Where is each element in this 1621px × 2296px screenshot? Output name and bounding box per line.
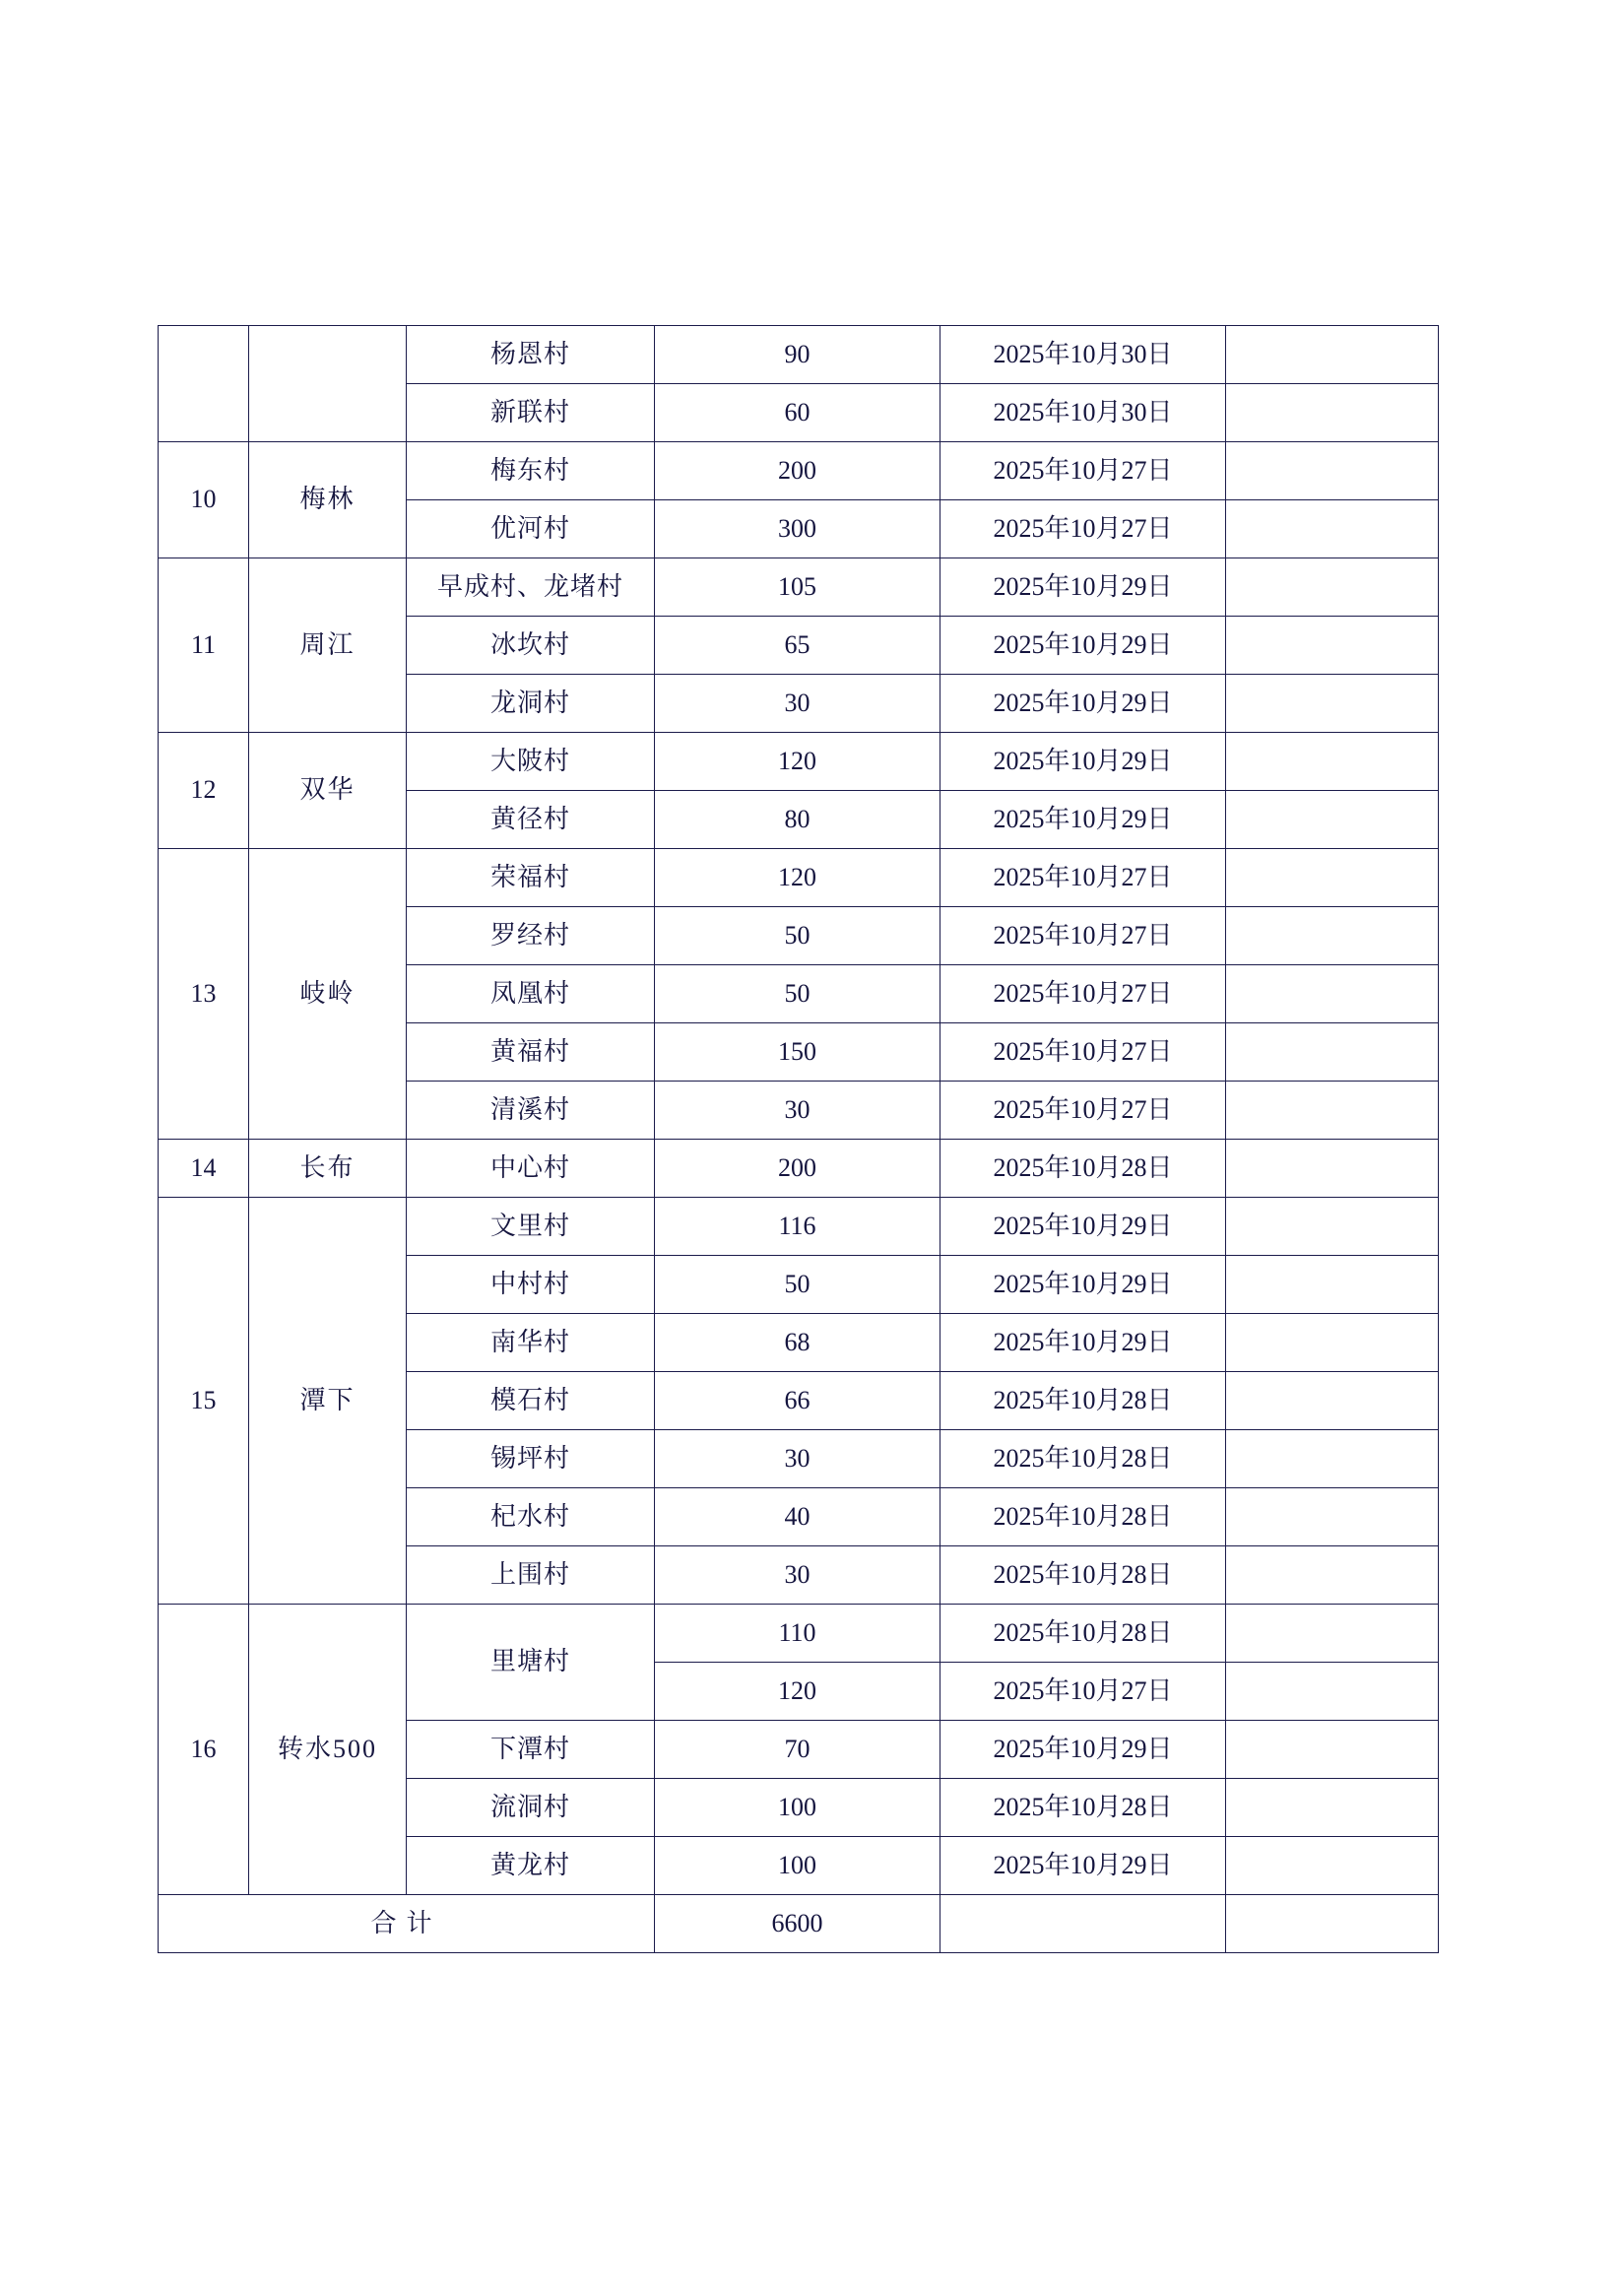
village-quota-table [158, 325, 1439, 1953]
table-row [159, 733, 1439, 791]
cell-quantity: 66 [655, 1372, 940, 1430]
table-row [159, 1140, 1439, 1198]
cell-date: 2025年10月27日 [940, 1023, 1226, 1082]
cell-note [1226, 500, 1439, 558]
cell-quantity: 200 [655, 1140, 940, 1198]
cell-village: 文里村 [407, 1198, 655, 1256]
cell-quantity: 120 [655, 1663, 940, 1721]
cell-village: 黄福村 [407, 1023, 655, 1082]
cell-date: 2025年10月29日 [940, 617, 1226, 675]
cell-quantity: 30 [655, 1082, 940, 1140]
cell-note [1226, 791, 1439, 849]
cell-note [1226, 384, 1439, 442]
cell-town: 转水500 [249, 1605, 407, 1895]
cell-date: 2025年10月29日 [940, 558, 1226, 617]
cell-village: 新联村 [407, 384, 655, 442]
cell-town: 潭下 [249, 1198, 407, 1605]
total-label: 合计 [159, 1895, 655, 1953]
cell-quantity: 65 [655, 617, 940, 675]
cell-index: 14 [159, 1140, 249, 1198]
cell-index [159, 326, 249, 442]
cell-index: 12 [159, 733, 249, 849]
cell-date: 2025年10月29日 [940, 1314, 1226, 1372]
cell-date: 2025年10月27日 [940, 1663, 1226, 1721]
village-quota-table-wrapper [158, 325, 1438, 1953]
cell-note [1226, 1372, 1439, 1430]
cell-note [1226, 1605, 1439, 1663]
total-note [1226, 1895, 1439, 1953]
cell-index: 15 [159, 1198, 249, 1605]
cell-date: 2025年10月28日 [940, 1546, 1226, 1605]
cell-village: 早成村、龙堵村 [407, 558, 655, 617]
cell-date: 2025年10月27日 [940, 1082, 1226, 1140]
cell-quantity: 30 [655, 1430, 940, 1488]
cell-town: 周江 [249, 558, 407, 733]
cell-quantity: 50 [655, 907, 940, 965]
cell-village: 大陂村 [407, 733, 655, 791]
cell-date: 2025年10月27日 [940, 907, 1226, 965]
cell-quantity: 40 [655, 1488, 940, 1546]
cell-quantity: 105 [655, 558, 940, 617]
cell-quantity: 200 [655, 442, 940, 500]
cell-village: 黄龙村 [407, 1837, 655, 1895]
cell-village: 模石村 [407, 1372, 655, 1430]
cell-town: 梅林 [249, 442, 407, 558]
cell-index: 10 [159, 442, 249, 558]
cell-quantity: 50 [655, 965, 940, 1023]
cell-village: 龙洞村 [407, 675, 655, 733]
cell-quantity: 300 [655, 500, 940, 558]
cell-index: 16 [159, 1605, 249, 1895]
cell-date: 2025年10月28日 [940, 1430, 1226, 1488]
cell-note [1226, 1546, 1439, 1605]
cell-note [1226, 1779, 1439, 1837]
cell-index: 13 [159, 849, 249, 1140]
table-row [159, 558, 1439, 617]
cell-quantity: 30 [655, 1546, 940, 1605]
cell-note [1226, 1314, 1439, 1372]
cell-note [1226, 1140, 1439, 1198]
cell-date: 2025年10月29日 [940, 1837, 1226, 1895]
cell-quantity: 80 [655, 791, 940, 849]
cell-quantity: 30 [655, 675, 940, 733]
cell-village: 杨恩村 [407, 326, 655, 384]
table-total-row [159, 1895, 1439, 1953]
table-row [159, 1605, 1439, 1663]
cell-town: 双华 [249, 733, 407, 849]
cell-town [249, 326, 407, 442]
cell-date: 2025年10月29日 [940, 733, 1226, 791]
cell-quantity: 100 [655, 1779, 940, 1837]
cell-date: 2025年10月28日 [940, 1605, 1226, 1663]
cell-town: 岐岭 [249, 849, 407, 1140]
cell-date: 2025年10月29日 [940, 1721, 1226, 1779]
cell-quantity: 100 [655, 1837, 940, 1895]
cell-village: 杞水村 [407, 1488, 655, 1546]
cell-village: 南华村 [407, 1314, 655, 1372]
cell-note [1226, 1488, 1439, 1546]
cell-village: 冰坎村 [407, 617, 655, 675]
cell-quantity: 68 [655, 1314, 940, 1372]
cell-date: 2025年10月28日 [940, 1488, 1226, 1546]
cell-village: 中心村 [407, 1140, 655, 1198]
total-date [940, 1895, 1226, 1953]
cell-date: 2025年10月27日 [940, 500, 1226, 558]
cell-note [1226, 1198, 1439, 1256]
cell-date: 2025年10月27日 [940, 849, 1226, 907]
total-quantity: 6600 [655, 1895, 940, 1953]
table-row [159, 1198, 1439, 1256]
cell-note [1226, 1256, 1439, 1314]
cell-date: 2025年10月29日 [940, 1256, 1226, 1314]
cell-village: 黄径村 [407, 791, 655, 849]
cell-quantity: 150 [655, 1023, 940, 1082]
cell-village: 优河村 [407, 500, 655, 558]
cell-note [1226, 1023, 1439, 1082]
table-body [159, 326, 1439, 1953]
cell-town: 长布 [249, 1140, 407, 1198]
cell-date: 2025年10月29日 [940, 791, 1226, 849]
cell-village: 流洞村 [407, 1779, 655, 1837]
cell-village: 下潭村 [407, 1721, 655, 1779]
cell-note [1226, 326, 1439, 384]
cell-village: 上围村 [407, 1546, 655, 1605]
table-row [159, 849, 1439, 907]
cell-village: 中村村 [407, 1256, 655, 1314]
cell-note [1226, 965, 1439, 1023]
cell-note [1226, 907, 1439, 965]
cell-note [1226, 1837, 1439, 1895]
cell-note [1226, 1430, 1439, 1488]
cell-quantity: 60 [655, 384, 940, 442]
cell-village: 凤凰村 [407, 965, 655, 1023]
cell-quantity: 120 [655, 849, 940, 907]
cell-date: 2025年10月27日 [940, 965, 1226, 1023]
cell-quantity: 120 [655, 733, 940, 791]
cell-note [1226, 1721, 1439, 1779]
cell-date: 2025年10月29日 [940, 675, 1226, 733]
cell-date: 2025年10月28日 [940, 1372, 1226, 1430]
cell-note [1226, 1663, 1439, 1721]
table-row [159, 442, 1439, 500]
cell-date: 2025年10月27日 [940, 442, 1226, 500]
cell-note [1226, 558, 1439, 617]
cell-note [1226, 733, 1439, 791]
cell-quantity: 50 [655, 1256, 940, 1314]
cell-village: 清溪村 [407, 1082, 655, 1140]
cell-village: 里塘村 [407, 1605, 655, 1721]
cell-note [1226, 442, 1439, 500]
cell-village: 梅东村 [407, 442, 655, 500]
cell-quantity: 70 [655, 1721, 940, 1779]
cell-village: 荣福村 [407, 849, 655, 907]
cell-note [1226, 1082, 1439, 1140]
cell-note [1226, 617, 1439, 675]
cell-date: 2025年10月30日 [940, 326, 1226, 384]
cell-village: 锡坪村 [407, 1430, 655, 1488]
cell-date: 2025年10月28日 [940, 1779, 1226, 1837]
cell-date: 2025年10月30日 [940, 384, 1226, 442]
cell-index: 11 [159, 558, 249, 733]
cell-note [1226, 849, 1439, 907]
cell-note [1226, 675, 1439, 733]
cell-quantity: 116 [655, 1198, 940, 1256]
table-row [159, 326, 1439, 384]
cell-date: 2025年10月29日 [940, 1198, 1226, 1256]
cell-village: 罗经村 [407, 907, 655, 965]
cell-quantity: 90 [655, 326, 940, 384]
cell-date: 2025年10月28日 [940, 1140, 1226, 1198]
cell-quantity: 110 [655, 1605, 940, 1663]
